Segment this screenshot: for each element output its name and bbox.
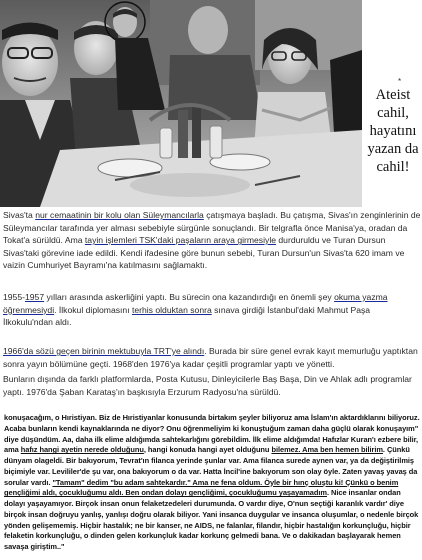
- underlined-text: nur cemaatinin bir kolu olan Süleymancılarla: [35, 210, 204, 220]
- photo-caption: [364, 86, 422, 176]
- caption-line: hayatını: [369, 123, 417, 139]
- caption-line: cahil,: [377, 105, 409, 121]
- caption-line: cahil!: [376, 159, 410, 175]
- underlined-text: 1966: [3, 346, 23, 356]
- underlined-text: hafız hangi ayetin nerede olduğunu: [20, 445, 144, 455]
- underlined-text: tayin işlemleri TSK'daki paşaların araya girmesiyle: [84, 235, 277, 246]
- underlined-text: okuma yazma öğrenmesiydi: [3, 292, 388, 315]
- caption-line: yazan da: [367, 141, 419, 157]
- photo-dinner-table-icon: [0, 0, 362, 207]
- underlined-text: 'da sözü geçen birinin mektubuyla TRT'ye alındı: [22, 346, 205, 356]
- paragraph-military-service: [3, 291, 421, 329]
- text-segment: . Burada bir süre genel evrak kayıt memurluğu yaptıktan sonra yayın bölümüne geçti. 1968'den 1976'ya kadar çeşitli programlar yaptı ve yönetti.: [3, 346, 418, 369]
- underlined-text: "Tamam" dedim "bu adam sahtekardır." Ama ne fena oldum. Öyle bir hınç oluştu ki! Çünkü o benim gençliğimi aldı, çocukluğumu aldı. Ben ondan dolayı gençliğimi, çocukluğumu yaşayamadım: [4, 477, 399, 498]
- underlined-text: terhis olduktan sonra: [131, 304, 212, 315]
- text-segment: . Çünkü dünyam olageldi. Bir bakıyorum, Tevrat'ın filanca yerinde şunlar var. Ama filanca surede aynen var, ya da değiştirilmiş biçimiyle var. Levililer'de şu var, ona bakıyorum o da var. Hatta İncil'ine bakıyorum son olay öyle. Zaten yavaş yavaş da sorular vardı.: [4, 445, 418, 487]
- text-segment: 1955-: [3, 292, 25, 302]
- text-segment: konuşacağım, o Hıristiyan. Biz de Hıristiyanlar konusunda birtakım şeyler biliyoruz ama İslam'ın aktardıklarını biliyoruz. Acaba bunların kendi kaynaklarında ne diyor? Onu öğrenmeliyim ki konuştuğum zaman daha güçlü olarak konuşayım" diye düşündüm. Aa, daha ilk elime aldığımda sahtekarlığını görebildim. İlk elime aldığımda! Hafızlar Kuran'ı ezbere bilir, ama: [4, 413, 420, 455]
- paragraph-suleymancilar: [3, 209, 421, 272]
- quote-block: [4, 413, 420, 553]
- text-segment: . Nice insanlar ondan dolayı yaşayamıyor. Birçok insan onun felaketzedeleri durumunda. O vardır diye, O'nun seçtiği karanlık vardır' diye birçok insan doğruyu yanlış, yanlışı doğru olarak biliyor. Yani insanca duygular ve insanca oluşumlar, o nedenle birçok yönden gelişememiş. Hiçbir hastalık; ne bir kanser, ne AIDS, ne falanlar, filandır, hiçbir hastalığın korkunçluğu, hiçbir felaketin korkunçluğu, o dinden gelen korkunçluk kadar korkunç gelmedi bana. Ve o dakikadan başlayarak hemen savaşa giriştim..": [4, 488, 419, 551]
- text-segment: . İlkokul diplomasını: [54, 304, 132, 315]
- paragraph-trt: [3, 345, 421, 370]
- text-segment: çatışmaya başladı. Bu çatışma, Sivas'ın zenginlerinin de Süleymancılar tarafında yer alması sebebiyle sürgünle sonuçlandı. Bir telgrafla önce Manisa'ya, oradan da Tokat'a sürüldü. Ama: [3, 210, 421, 246]
- text-segment: , hangi konuda hangi ayet olduğunu: [143, 445, 272, 455]
- corner-mark: *: [398, 77, 402, 86]
- text-segment: durduruldu ve Turan Dursun Sivas'taki görevine iade edildi. Kendi ifadesine göre bunun sebebi, Turan Dursun'un Sivas'ta 620 imam ve vaizin Cumhuriyet Bayramı'na katılmasını sağlamaktı.: [3, 235, 405, 271]
- text-segment: Sivas'ta: [3, 210, 36, 220]
- text-segment: sınava girdiği İstanbul'daki Mahmut Paşa İlkokulu'ndan aldı.: [3, 304, 371, 328]
- underlined-text: 1957: [24, 292, 45, 302]
- dinner-photo: [0, 0, 362, 207]
- underlined-text: bilemez. Ama ben hemen bilirim: [271, 445, 383, 455]
- caption-line: Ateist: [375, 87, 411, 103]
- text-segment: yılları arasında askerliğini yaptı. Bu sürecin ona kazandırdığı en önemli şey: [44, 292, 335, 302]
- text-segment: Bunların dışında da farklı platformlarda, Posta Kutusu, Dinleyicilerle Baş Başa, Din ve Ahlak adlı programlar yaptı. 1976'da Şaban Karataş'ın başkısıyla Erzurum Radyosu'na sürüldü.: [3, 374, 412, 397]
- paragraph-radio-programs: [3, 373, 421, 398]
